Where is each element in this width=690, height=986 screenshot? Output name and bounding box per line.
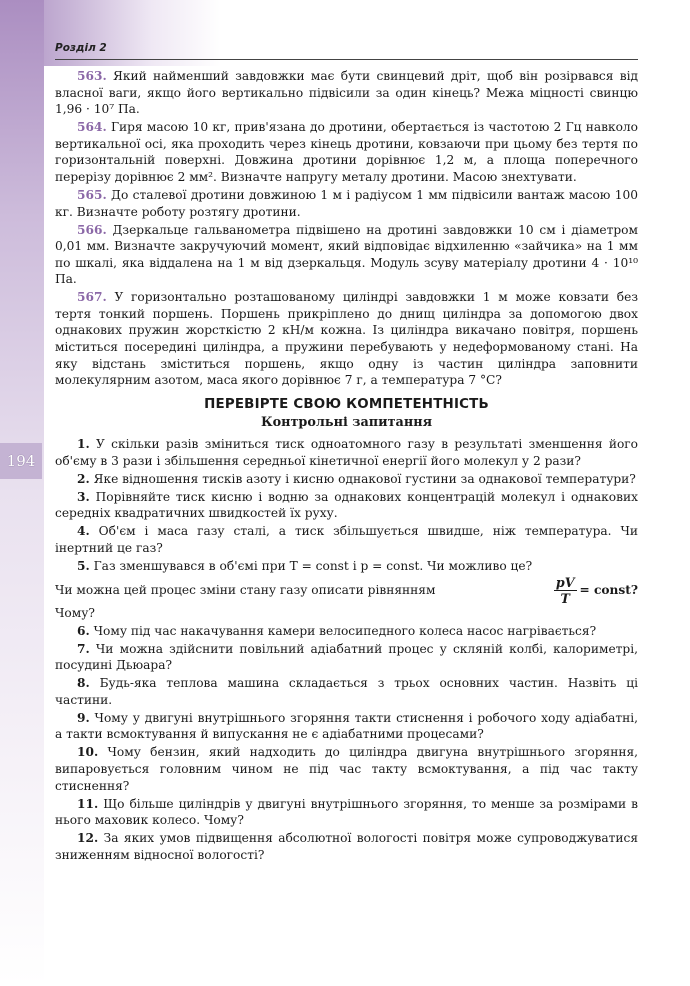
question-7	[55, 641, 638, 674]
question-12	[55, 830, 638, 863]
equation-tail: = const?	[579, 582, 638, 597]
section-subtitle: Контрольні запитання	[260, 415, 433, 431]
question-text: Чи можна здійснити повільний адіабатний процес у скляній колбі, калориметрі, посудині Дьюара?	[55, 641, 638, 673]
question-text: Чому бензин, який надходить до циліндра двигуна внутрішнього згоряння, випаровується головним чином не під час такту всмоктування, а під час такту стиснення?	[55, 745, 639, 793]
page-number: 194	[6, 452, 36, 470]
problem-563	[55, 68, 638, 118]
question-number: 12.	[77, 831, 99, 846]
problem-564	[55, 119, 638, 185]
question-number: 2.	[77, 471, 90, 486]
question-6	[55, 623, 638, 640]
question-number: 7.	[77, 641, 90, 656]
question-number: 6.	[77, 623, 90, 638]
question-4	[55, 523, 638, 556]
problem-text: До сталевої дротини довжиною 1 м і радіусом 1 мм підвісили вантаж масою 100 кг. Визначте роботу розтягу дротини.	[55, 187, 639, 219]
question-8	[55, 675, 638, 708]
question-number: 3.	[77, 489, 90, 504]
question-number: 9.	[77, 710, 90, 725]
page-content	[55, 68, 638, 865]
problem-text: Дзеркальце гальванометра підвішено на дротині завдовжки 10 см і діаметром 0,01 мм. Визначте закручуючий момент, який відповідає відхиленню «зайчика» на 1 мм по шкалі, яка віддалена на 1 м від дзеркальця. Модуль зсуву матеріалу дротини 4 · 10¹⁰ Па.	[55, 222, 639, 287]
problem-number: 567.	[77, 290, 107, 305]
question-5	[55, 558, 638, 622]
question-3	[55, 489, 638, 522]
question-9	[55, 710, 638, 743]
problem-text: Який найменший завдовжки має бути свинцевий дріт, щоб він розірвався від власної ваги, якщо його вертикально підвісили за один кінець? Межа міцності свинцю 1,96 · 10⁷ Па.	[55, 69, 639, 117]
question-text: Чому під час накачування камери велосипедного колеса насос нагрівається?	[93, 623, 597, 638]
section-title: ПЕРЕВІРТЕ СВОЮ КОМПЕТЕНТНІСТЬ	[204, 396, 489, 412]
question-text: Будь-яка теплова машина складається з трьох основних частин. Назвіть ці частини.	[55, 676, 638, 707]
problem-number: 566.	[77, 222, 107, 237]
question-1	[55, 436, 638, 469]
problem-565	[55, 187, 638, 220]
question-number: 1.	[77, 437, 90, 452]
question-number: 4.	[77, 524, 90, 539]
question-11	[55, 796, 638, 829]
equation	[554, 576, 638, 605]
question-text: Чому у двигуні внутрішнього згоряння такти стиснення і робочого ходу адіабатні, а такти всмоктування й випускання не є адіабатними процесами?	[55, 710, 638, 742]
problem-566	[55, 222, 638, 288]
question-number: 10.	[77, 745, 99, 760]
question-2	[55, 471, 638, 488]
question-text: Газ зменшувався в об'ємі при T = const і p = const. Чи можливо це?	[93, 558, 533, 573]
question-number: 5.	[77, 558, 90, 573]
problem-number: 565.	[77, 187, 107, 202]
page-number-tab	[0, 443, 42, 479]
question-text: Порівняйте тиск кисню і водню за однакових концентрацій молекул і однакових середніх квадратичних швидкостей їх руху.	[55, 489, 638, 521]
question-text: Що більше циліндрів у двигуні внутрішнього згоряння, то менше за розмірами в нього маховик колесо. Чому?	[55, 796, 638, 828]
header-decoration	[0, 0, 690, 66]
question-number: 8.	[77, 676, 90, 691]
question-text: За яких умов підвищення абсолютної вологості повітря може супроводжуватися зниженням відносної вологості?	[55, 831, 639, 862]
problem-567	[55, 289, 638, 389]
question-number: 11.	[77, 796, 99, 811]
question-text-end: Чому?	[55, 605, 95, 620]
question-text: Яке відношення тисків азоту і кисню однакової густини за однакової температури?	[93, 471, 636, 486]
problem-text: У горизонтально розташованому циліндрі завдовжки 1 м може ковзати без тертя тонкий поршень. Поршень прикріплено до днищ циліндра за допомогою двох однакових пружин жорсткістю 2 кН/м кожна. Із циліндра викачано повітря, поршень міститься посередині циліндра, а пружини перебувають у недеформованому стані. На яку відстань зміститься поршень, якщо одну із частин циліндра заповнити молекулярним азотом, маса якого дорівнює 7 г, а температура 7 °С?	[55, 290, 638, 388]
fraction-numerator: pV	[555, 574, 575, 590]
problem-number: 564.	[77, 120, 107, 135]
problem-text: Гиря масою 10 кг, прив'язана до дротини, обертається із частотою 2 Гц навколо вертикальної осі, яка проходить через кінець дротини, ковзаючи при цьому без тертя по горизонтальній поверхні. Довжина дротини дорівнює 1,2 м, а площа поперечного перерізу дорівнює 2 мм². Визначте напругу металу дротини. Масою знехтувати.	[55, 120, 639, 184]
formula-line	[55, 576, 638, 605]
fraction	[554, 576, 577, 605]
side-margin-decoration	[0, 0, 44, 986]
question-10	[55, 744, 638, 794]
fraction-denominator: T	[560, 590, 570, 606]
problem-number: 563.	[77, 69, 107, 83]
header-rule	[55, 59, 638, 60]
question-text: Об'єм і маса газу сталі, а тиск збільшується швидше, ніж температура. Чи інертний це газ?	[55, 524, 638, 555]
question-text: У скільки разів зміниться тиск одноатомного газу в результаті зменшення його об'єму в 3 рази і збільшення середньої кінетичної енергії його молекул у 2 рази?	[55, 437, 638, 468]
running-head: Розділ 2	[55, 42, 107, 54]
question-text-continued: Чи можна цей процес зміни стану газу описати рівнянням	[55, 582, 436, 597]
